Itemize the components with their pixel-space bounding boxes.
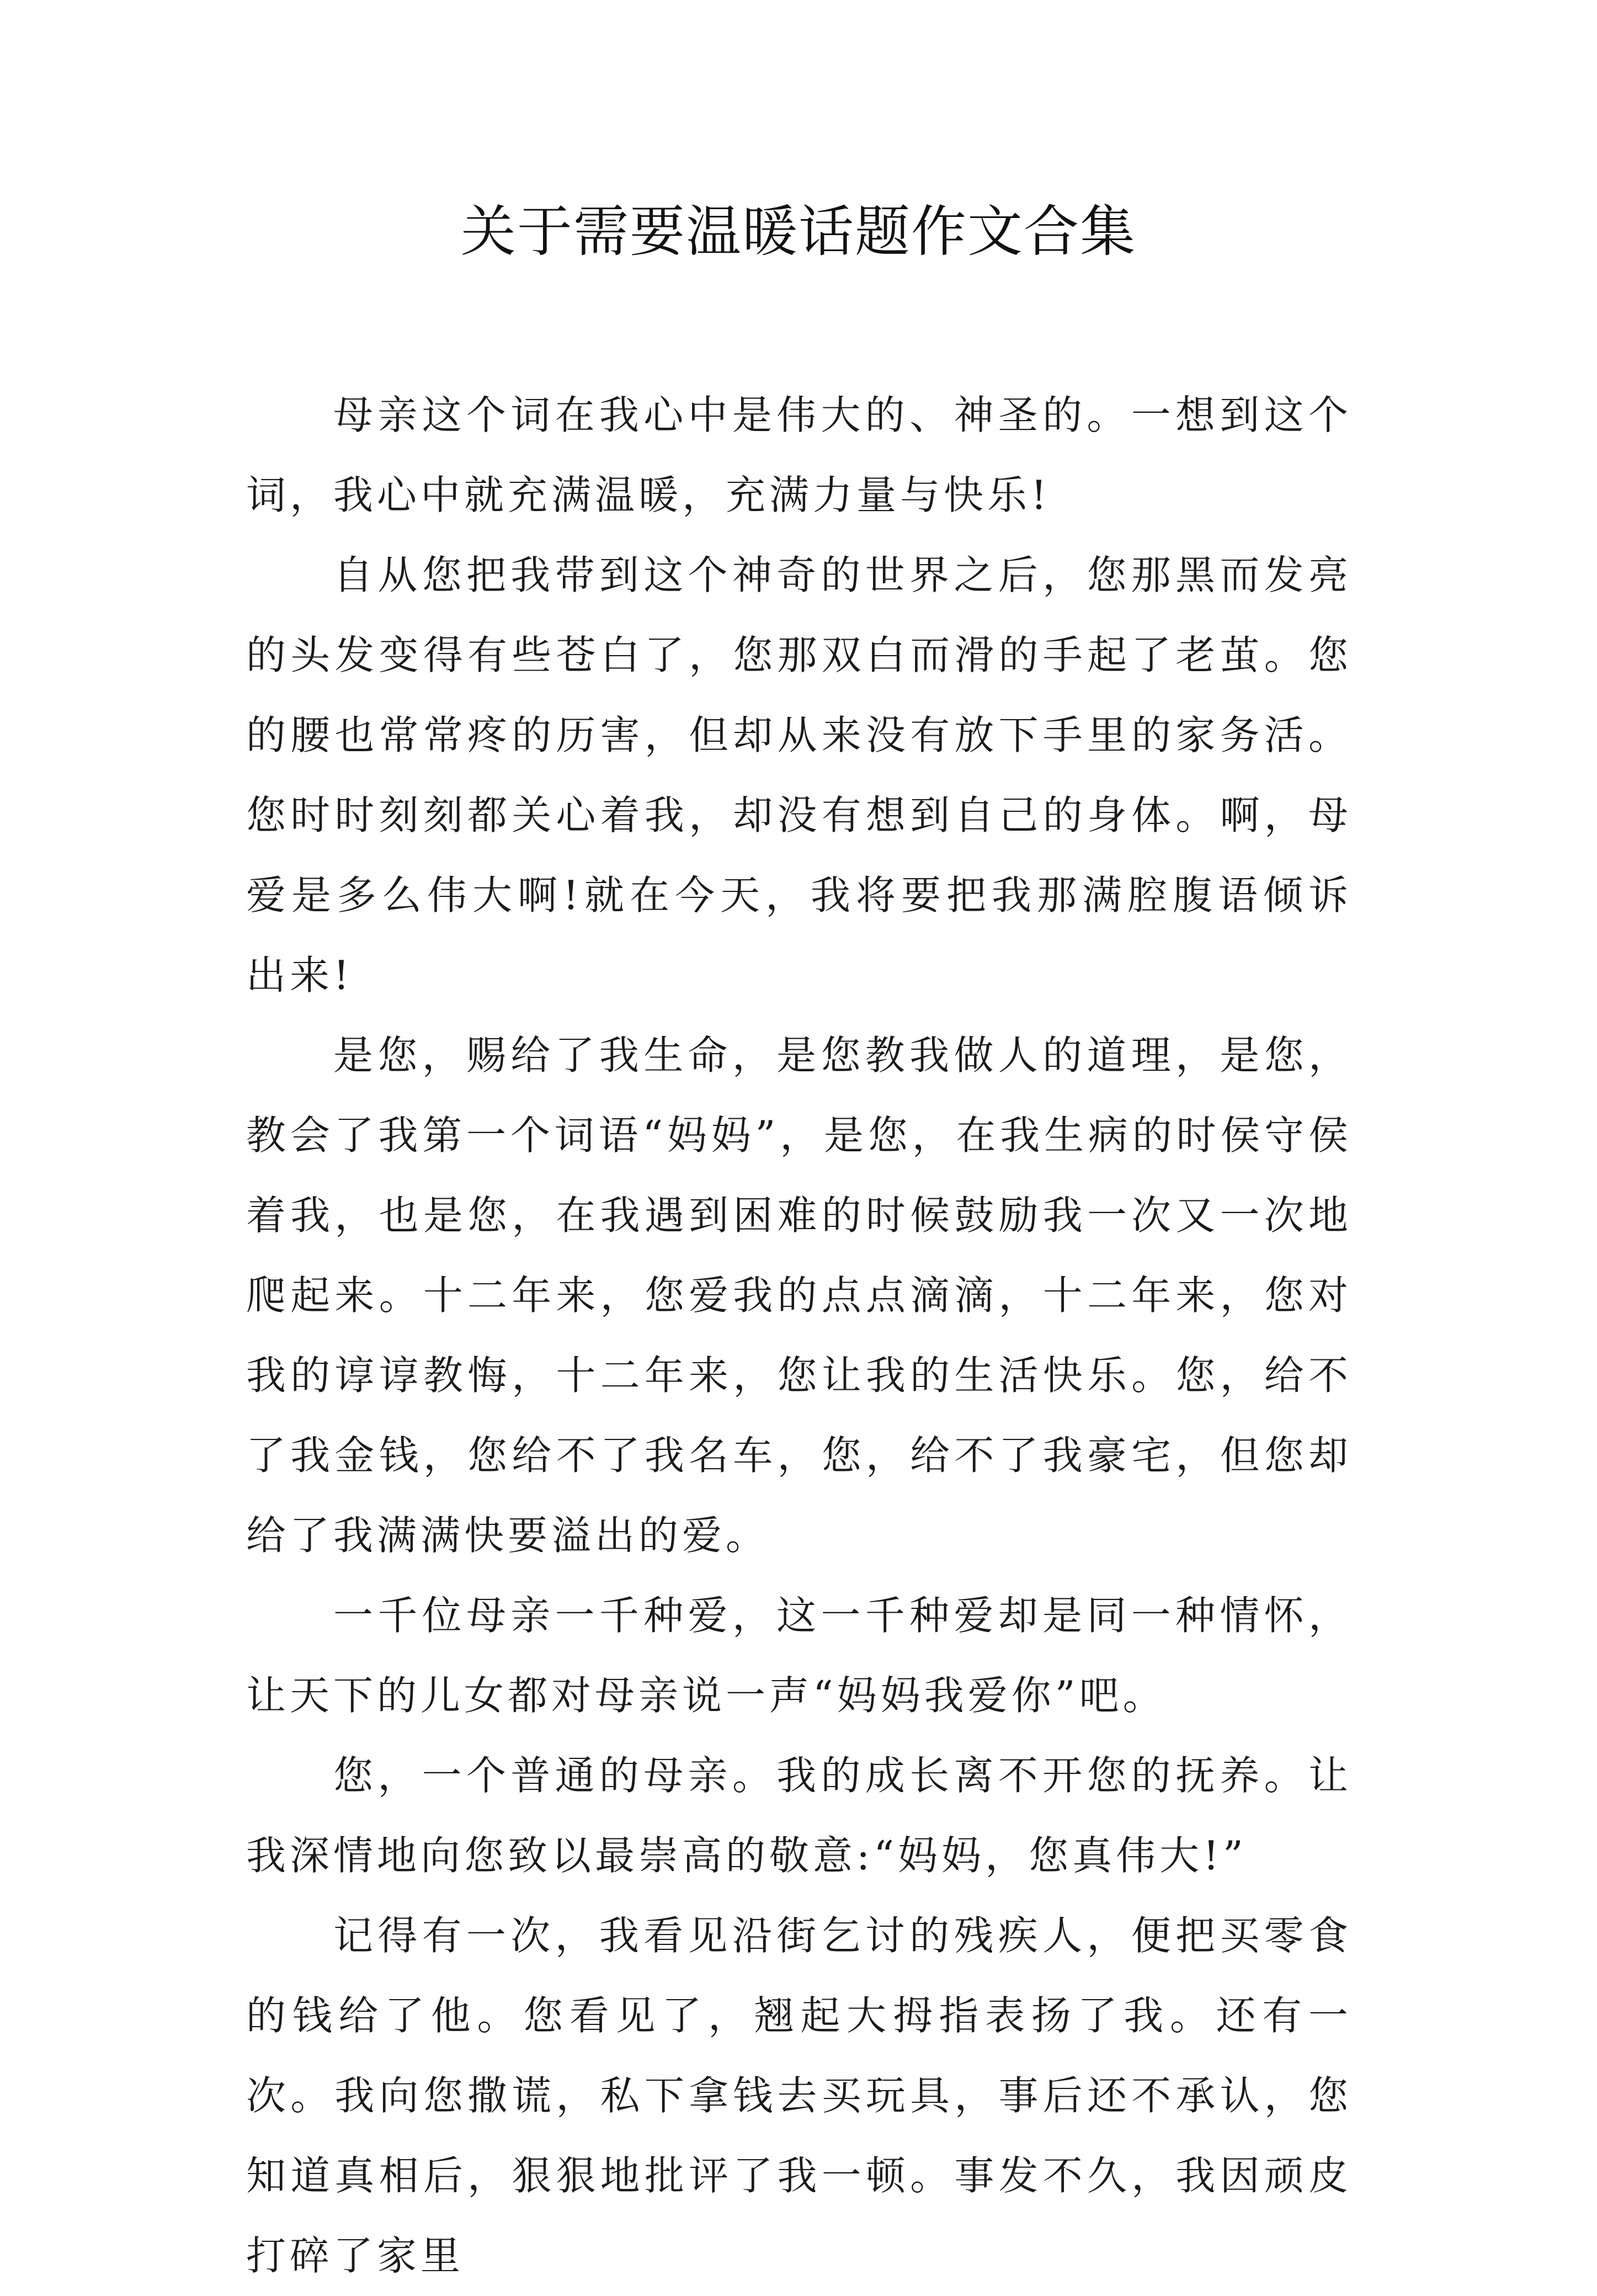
paragraph: 自从您把我带到这个神奇的世界之后，您那黑而发亮的头发变得有些苍白了，您那双白而滑的手起了老茧。您的腰也常常疼的历害，但却从来没有放下手里的家务活。您时时刻刻都关心着我，却没有想到自己的身体。啊，母爱是多么伟大啊!就在今天，我将要把我那满腔腹语倾诉出来!	[246, 552, 1352, 998]
paragraph: 母亲这个词在我心中是伟大的、神圣的。一想到这个词，我心中就充满温暖，充满力量与快乐!	[246, 392, 1352, 518]
paragraph: 您，一个普通的母亲。我的成长离不开您的抚养。让我深情地向您致以最崇高的敬意:“妈妈，您真伟大!”	[246, 1752, 1352, 1879]
paragraph: 记得有一次，我看见沿街乞讨的残疾人，便把买零食的钱给了他。您看见了，翘起大拇指表扬了我。还有一次。我向您撒谎，私下拿钱去买玩具，事后还不承认，您知道真相后，狠狠地批评了我一顿。事发不久，我因顽皮打碎了家里	[246, 1912, 1352, 2279]
document-title: 关于需要温暖话题作文合集	[461, 199, 1136, 264]
document-body	[246, 375, 1352, 2296]
paragraph: 是您，赐给了我生命，是您教我做人的道理，是您，教会了我第一个词语“妈妈”，是您，在我生病的时侯守侯着我，也是您，在我遇到困难的时候鼓励我一次又一次地爬起来。十二年来，您爱我的点点滴滴，十二年来，您对我的谆谆教悔，十二年来，您让我的生活快乐。您，给不了我金钱，您给不了我名车，您，给不了我豪宅，但您却给了我满满快要溢出的爱。	[246, 1032, 1352, 1559]
paragraph: 一千位母亲一千种爱，这一千种爱却是同一种情怀，让天下的儿女都对母亲说一声“妈妈我爱你”吧。	[246, 1592, 1352, 1719]
